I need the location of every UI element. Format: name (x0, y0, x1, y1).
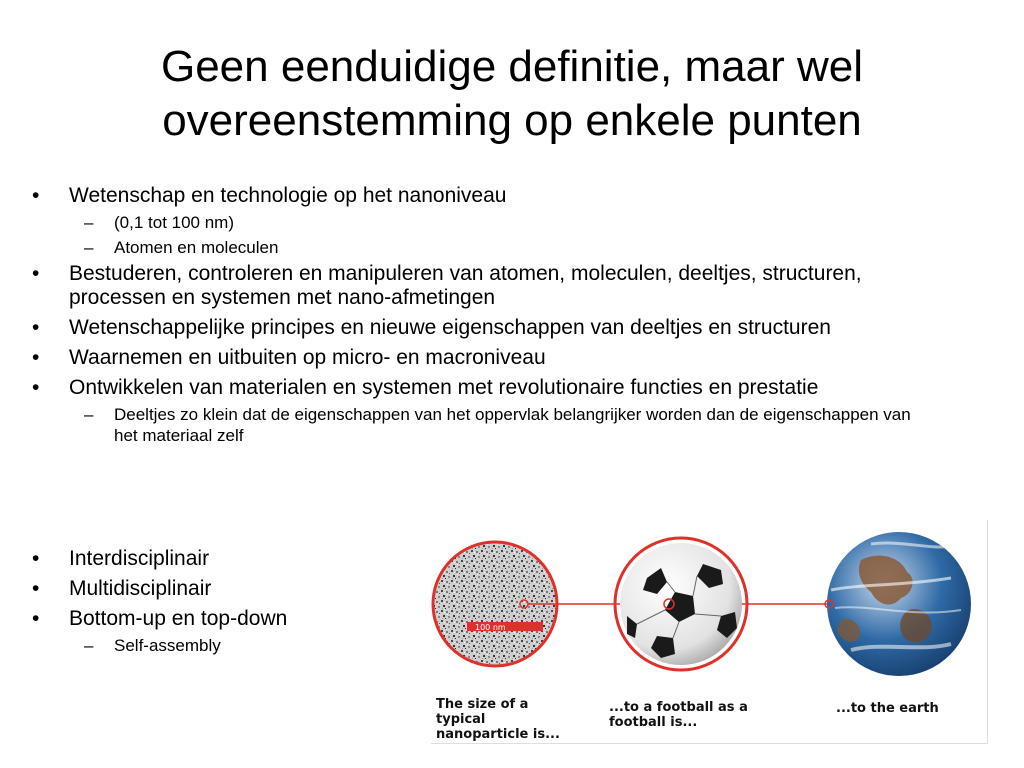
sub-bullet-list (28, 404, 928, 446)
caption-earth: ...to the earth (836, 701, 939, 716)
caption-nanoparticle: The size of a typical nanoparticle is... (436, 697, 560, 742)
earth-image (825, 532, 971, 676)
bullet-list-secondary (28, 547, 428, 660)
scale-label: 100 nm (475, 623, 506, 632)
bullet-list (28, 184, 928, 450)
football-image (615, 538, 747, 670)
bullet-item: • Bestuderen, controleren en manipuleren van atomen, moleculen, deeltjes, structuren, processen en systemen met nano-afmetingen (28, 262, 928, 310)
slide-title-line-1: Geen eenduidige definitie, maar wel (160, 42, 863, 91)
bullet-item: • Multidisciplinair (28, 577, 428, 601)
bullet-item: • Interdisciplinair (28, 547, 428, 571)
sub-bullet-list (28, 635, 428, 656)
bullet-item: • Ontwikkelen van materialen en systemen met revolutionaire functies en prestatie (28, 376, 928, 400)
sub-bullet-item: – Atomen en moleculen (28, 237, 928, 258)
slide-title (60, 40, 964, 148)
bullet-item: • Wetenschap en technologie op het nanoniveau (28, 184, 928, 208)
bullet-item: • Bottom-up en top-down (28, 607, 428, 631)
bullet-item: • Waarnemen en uitbuiten op micro- en macroniveau (28, 346, 928, 370)
sub-bullet-item: – (0,1 tot 100 nm) (28, 212, 928, 233)
bullet-item: • Wetenschappelijke principes en nieuwe eigenschappen van deeltjes en structuren (28, 316, 928, 340)
sub-bullet-list (28, 212, 928, 258)
caption-football: ...to a football as a football is... (609, 700, 748, 730)
scale-comparison-figure (431, 520, 988, 744)
slide-title-line-2: overeenstemming op enkele punten (162, 96, 862, 145)
sub-bullet-item: – Deeltjes zo klein dat de eigenschappen van het oppervlak belangrijker worden dan de eigenschappen van het materiaal zelf (28, 404, 928, 446)
sub-bullet-item: – Self-assembly (28, 635, 428, 656)
